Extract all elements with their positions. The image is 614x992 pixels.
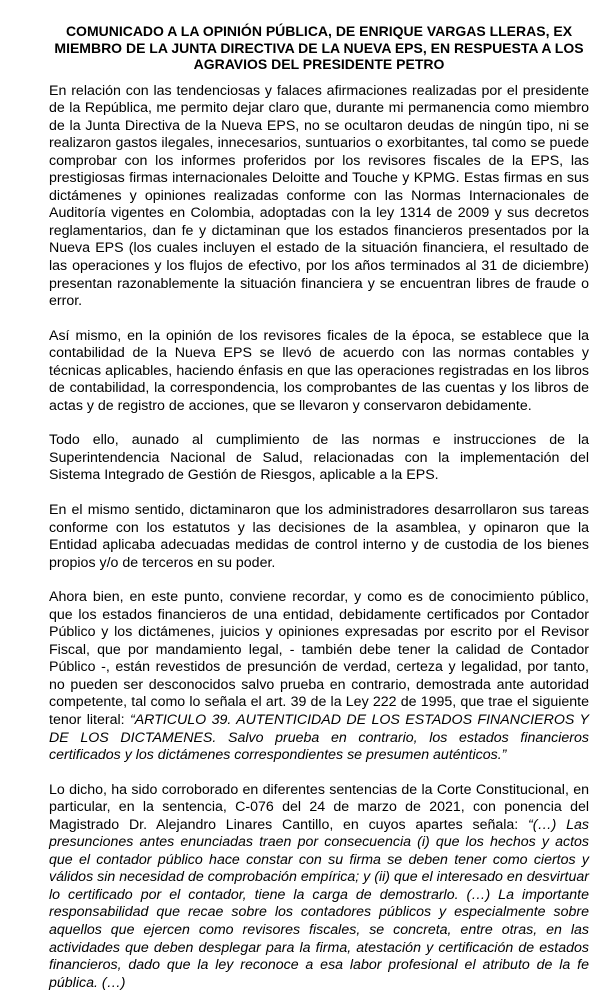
document-title: COMUNICADO A LA OPINIÓN PÚBLICA, DE ENRIQUE VARGAS LLERAS, EX MIEMBRO DE LA JUNTA DIRECTIVA DE LA NUEVA EPS, EN RESPUESTA A LOS AGRAVIOS DEL PRESIDENTE PETRO bbox=[54, 23, 584, 72]
paragraph-supersalud-compliance: Todo ello, aunado al cumplimiento de las normas e instrucciones de la Superintendencia Nacional de Salud, relacionadas con la implementación del Sistema Integrado de Gestión de Riesgos, aplicable a la EPS. bbox=[49, 432, 589, 484]
paragraph-law-222-quote bbox=[49, 589, 589, 764]
paragraph-administrators-tasks: En el mismo sentido, dictaminaron que los administradores desarrollaron sus tareas conforme con los estatutos y las decisiones de la asamblea, y opinaron que la Entidad aplicaba adecuadas medidas de control interno y de custodia de los bienes propios y/o de terceros en su poder. bbox=[49, 501, 589, 571]
court-ruling-quote: “(…) Las presunciones antes enunciadas traen por consecuencia (i) que los hechos y actos que el contador público hace constar con su firma se deben tener como ciertos y válidos sin necesidad de comprobación empírica; y (ii) que el interesado en desvirtuar lo certificado por el contador, tiene la carga de demostrarlo. (…) La importante responsabilidad que recae sobre los contadores públicos y especialmente sobre aquellos que ejercen como revisores fiscales, se concreta, entre otras, en las actividades que deben desplegar para la firma, atestación y certificación de estados financieros, dado que la ley reconoce a esa labor profesional el atributo de la fe pública. (…) bbox=[49, 816, 589, 991]
paragraph-fiscal-reviewers-opinion: Así mismo, en la opinión de los revisores ficales de la época, se establece que la contabilidad de la Nueva EPS se llevó de acuerdo con las normas contables y técnicas aplicables, haciendo énfasis en que las operaciones registradas en los libros de contabilidad, la correspondencia, los comprobantes de las cuentas y los libros de actas y de registro de acciones, que se llevaron y conservaron debidamente. bbox=[49, 327, 589, 414]
paragraph-financial-statements: En relación con las tendenciosas y falaces afirmaciones realizadas por el presidente de la República, me permito dejar claro que, durante mi permanencia como miembro de la Junta Directiva de la Nueva EPS, no se ocultaron deudas de ningún tipo, ni se realizaron gastos ilegales, innecesarios, suntuarios o exorbitantes, tal como se puede comprobar con los informes proferidos por los revisores fiscales de la EPS, las prestigiosas firmas internacionales Deloitte and Touche y KPMG. Estas firmas en sus dictámenes y opiniones realizadas conforme con las Normas Internacionales de Auditoría vigentes en Colombia, adoptadas con la ley 1314 de 2009 y sus decretos reglamentarios, dan fe y dictaminan que los estados financieros presentados por la Nueva EPS (los cuales incluyen el estado de la situación financiera, el resultado de las operaciones y los flujos de efectivo, por los años terminados al 31 de diciembre) presentan razonablemente la situación financiera y se encuentran libres de fraude o error. bbox=[49, 82, 589, 310]
paragraph-court-text: Lo dicho, ha sido corroborado en diferentes sentencias de la Corte Constitucional, en particular, en la sentencia, C-076 del 24 de marzo de 2021, con ponencia del Magistrado Dr. Alejandro Linares Cantillo, en cuyos apartes señala: bbox=[49, 781, 589, 833]
paragraph-constitutional-court bbox=[49, 782, 589, 992]
document-page bbox=[49, 0, 589, 992]
law-222-article-quote: “ARTICULO 39. AUTENTICIDAD DE LOS ESTADOS FINANCIEROS Y DE LOS DICTAMENES. Salvo prueba en contrario, los estados financieros certificados y los dictámenes correspondientes se presumen auténticos.” bbox=[49, 712, 589, 764]
paragraph-law-222-text: Ahora bien, en este punto, conviene recordar, y como es de conocimiento público, que los estados financieros de una entidad, debidamente certificados por Contador Público y los dictámenes, juicios y opiniones expresadas por escrito por el Revisor Fiscal, que por mandamiento legal, - también debe tener la calidad de Contador Público -, están revestidos de presunción de verdad, certeza y legalidad, por tanto, no pueden ser desconocidos salvo prueba en contrario, demostrada ante autoridad competente, tal como lo señala el art. 39 de la Ley 222 de 1995, que trae el siguiente tenor literal: bbox=[49, 589, 589, 728]
